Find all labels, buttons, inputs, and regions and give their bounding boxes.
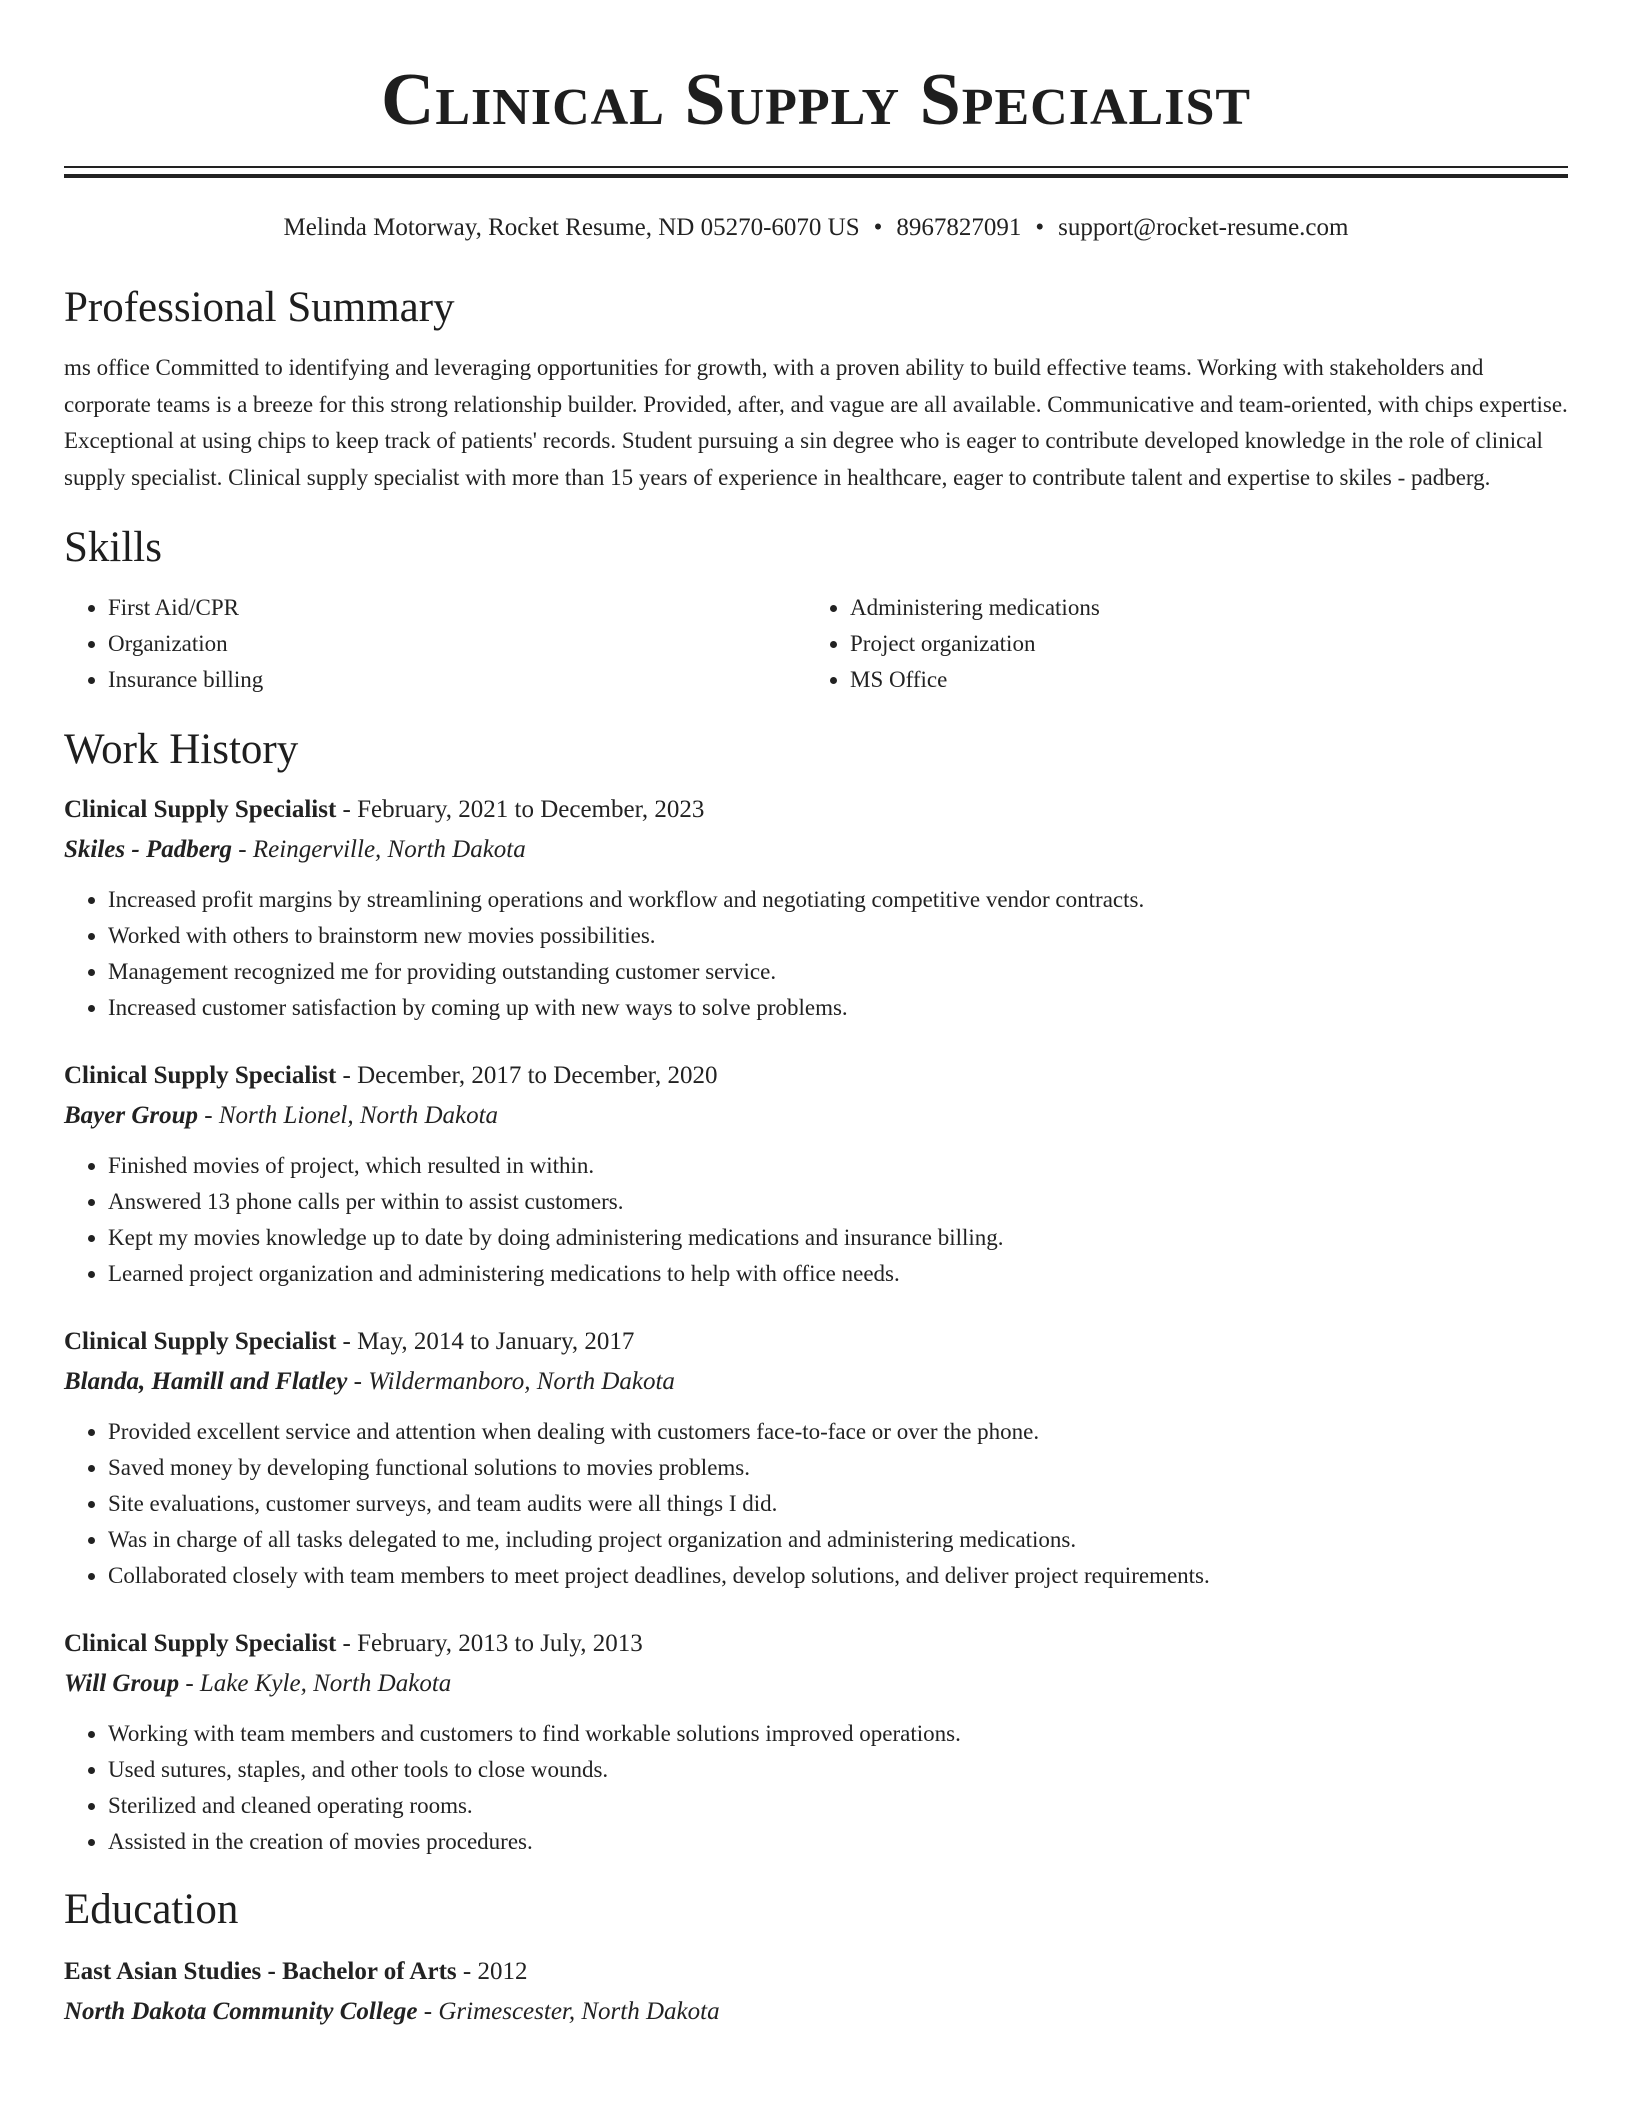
summary-heading: Professional Summary bbox=[64, 284, 455, 331]
job-location: Reingerville, North Dakota bbox=[252, 836, 526, 863]
divider-thick-line bbox=[64, 174, 1568, 178]
job-company-line bbox=[64, 1096, 1568, 1136]
education-degree: East Asian Studies - Bachelor of Arts bbox=[64, 1958, 457, 1985]
dash: - bbox=[198, 1102, 219, 1129]
dash: - bbox=[456, 1958, 478, 1985]
skill-item: • First Aid/CPR bbox=[108, 590, 806, 626]
skills-grid bbox=[64, 590, 1568, 698]
dash: - bbox=[179, 1670, 200, 1697]
skills-heading: Skills bbox=[64, 524, 162, 571]
dash: - bbox=[417, 1998, 439, 2025]
education-school-line bbox=[64, 1992, 1568, 2032]
job-bullet: • Management recognized me for providing outstanding customer service. bbox=[108, 954, 1568, 990]
skill-item: • Project organization bbox=[850, 626, 1548, 662]
contact-separator: • bbox=[873, 214, 883, 241]
education-school: North Dakota Community College bbox=[64, 1998, 418, 2025]
job-entry bbox=[64, 1322, 1568, 1594]
job-bullet: • Worked with others to brainstorm new movies possibilities. bbox=[108, 918, 1568, 954]
contact-separator: • bbox=[1035, 214, 1045, 241]
job-company-line bbox=[64, 830, 1568, 870]
job-bullet: • Saved money by developing functional solutions to movies problems. bbox=[108, 1450, 1568, 1486]
job-location: Lake Kyle, North Dakota bbox=[199, 1670, 452, 1697]
job-bullet: • Learned project organization and administering medications to help with office needs. bbox=[108, 1256, 1568, 1292]
job-company: Skiles - Padberg bbox=[64, 836, 233, 863]
job-company: Bayer Group bbox=[64, 1102, 199, 1129]
job-bullet: • Collaborated closely with team members to meet project deadlines, develop solutions, and deliver project requirements. bbox=[108, 1558, 1568, 1594]
job-bullets bbox=[64, 1716, 1568, 1860]
job-header bbox=[64, 1624, 1568, 1664]
dash: - bbox=[336, 1630, 358, 1657]
job-bullet: • Used sutures, staples, and other tools to close wounds. bbox=[108, 1752, 1568, 1788]
dash: - bbox=[336, 1328, 358, 1355]
job-title: Clinical Supply Specialist bbox=[64, 796, 337, 823]
job-entry bbox=[64, 790, 1568, 1026]
job-location: Wildermanboro, North Dakota bbox=[368, 1368, 675, 1395]
job-header bbox=[64, 1322, 1568, 1362]
job-bullet: • Sterilized and cleaned operating rooms. bbox=[108, 1788, 1568, 1824]
dash: - bbox=[347, 1368, 369, 1395]
job-company-line bbox=[64, 1664, 1568, 1704]
job-header bbox=[64, 1056, 1568, 1096]
work-history-heading: Work History bbox=[64, 726, 299, 773]
job-header bbox=[64, 790, 1568, 830]
job-bullets bbox=[64, 882, 1568, 1026]
job-bullet: • Working with team members and customers to find workable solutions improved operations. bbox=[108, 1716, 1568, 1752]
job-bullet: • Increased profit margins by streamlining operations and workflow and negotiating competitive vendor contracts. bbox=[108, 882, 1568, 918]
job-title: Clinical Supply Specialist bbox=[64, 1630, 337, 1657]
job-location: North Lionel, North Dakota bbox=[218, 1102, 499, 1129]
job-bullet: • Provided excellent service and attention when dealing with customers face-to-face or over the phone. bbox=[108, 1414, 1568, 1450]
dash: - bbox=[336, 796, 358, 823]
job-bullet: • Was in charge of all tasks delegated to me, including project organization and administering medications. bbox=[108, 1522, 1568, 1558]
contact-email: support@rocket-resume.com bbox=[1058, 214, 1349, 241]
job-bullet: • Assisted in the creation of movies procedures. bbox=[108, 1824, 1568, 1860]
contact-line bbox=[64, 212, 1568, 244]
skills-list-left bbox=[64, 590, 806, 698]
job-dates: December, 2017 to December, 2020 bbox=[357, 1062, 718, 1089]
job-entry bbox=[64, 1056, 1568, 1292]
skill-item: • Organization bbox=[108, 626, 806, 662]
dash: - bbox=[232, 836, 253, 863]
job-title: Clinical Supply Specialist bbox=[64, 1328, 337, 1355]
job-bullet: • Finished movies of project, which resulted in within. bbox=[108, 1148, 1568, 1184]
job-dates: February, 2013 to July, 2013 bbox=[357, 1630, 643, 1657]
dash: - bbox=[336, 1062, 358, 1089]
job-bullet: • Kept my movies knowledge up to date by doing administering medications and insurance billing. bbox=[108, 1220, 1568, 1256]
job-company-line bbox=[64, 1362, 1568, 1402]
summary-text: ms office Committed to identifying and leveraging opportunities for growth, with a proven ability to build effective teams. Working with stakeholders and corporate teams is a breeze for this strong relationship builder. Provided, after, and vague are all available. Communicative and team-oriented, with chips expertise. Exceptional at using chips to keep track of patients' records. Student pursuing a sin degree who is eager to contribute developed knowledge in the role of clinical supply specialist. Clinical supply specialist with more than 15 years of experience in healthcare, eager to contribute talent and expertise to skiles - padberg. bbox=[64, 355, 1568, 490]
job-dates: May, 2014 to January, 2017 bbox=[357, 1328, 635, 1355]
divider-thin-line bbox=[64, 166, 1568, 168]
title-divider bbox=[64, 166, 1568, 178]
job-entry bbox=[64, 1624, 1568, 1860]
resume-title: Clinical Supply Specialist bbox=[380, 59, 1252, 141]
education-year: 2012 bbox=[477, 1958, 528, 1985]
job-title: Clinical Supply Specialist bbox=[64, 1062, 337, 1089]
job-company: Will Group bbox=[64, 1670, 180, 1697]
job-bullet: • Site evaluations, customer surveys, and team audits were all things I did. bbox=[108, 1486, 1568, 1522]
contact-phone: 8967827091 bbox=[896, 214, 1022, 241]
job-bullet: • Increased customer satisfaction by coming up with new ways to solve problems. bbox=[108, 990, 1568, 1026]
skill-item: • Administering medications bbox=[850, 590, 1548, 626]
skills-list-right bbox=[806, 590, 1548, 698]
education-heading: Education bbox=[64, 1886, 239, 1933]
job-company: Blanda, Hamill and Flatley bbox=[64, 1368, 348, 1395]
skill-item: • Insurance billing bbox=[108, 662, 806, 698]
job-dates: February, 2021 to December, 2023 bbox=[357, 796, 705, 823]
contact-address: Melinda Motorway, Rocket Resume, ND 05270-6070 US bbox=[283, 214, 860, 241]
job-bullets bbox=[64, 1414, 1568, 1594]
education-entry bbox=[64, 1952, 1568, 2032]
job-bullets bbox=[64, 1148, 1568, 1292]
job-bullet: • Answered 13 phone calls per within to assist customers. bbox=[108, 1184, 1568, 1220]
education-location: Grimescester, North Dakota bbox=[438, 1998, 720, 2025]
resume-page bbox=[64, 0, 1568, 2032]
education-header bbox=[64, 1952, 1568, 1992]
skill-item: • MS Office bbox=[850, 662, 1548, 698]
